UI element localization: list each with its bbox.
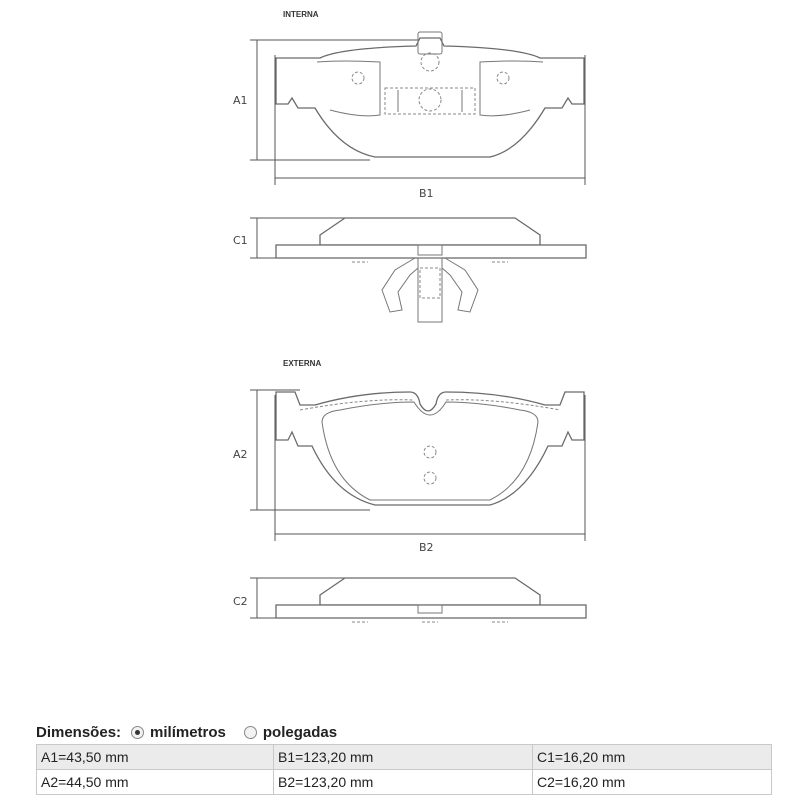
table-cell: A1=43,50 mm <box>37 745 274 770</box>
table-cell: C2=16,20 mm <box>533 770 772 795</box>
pad-interna-side <box>276 218 586 322</box>
table-cell: B2=123,20 mm <box>274 770 533 795</box>
pad-externa-side <box>276 578 586 622</box>
dimension-label-c1: C1 <box>233 234 248 247</box>
dimension-label-a2: A2 <box>233 448 248 461</box>
table-row <box>37 770 772 795</box>
view-label-interna: INTERNA <box>283 10 319 19</box>
dimensions-title: Dimensões: <box>36 723 122 741</box>
pad-interna-face <box>276 32 584 157</box>
dimension-label-c2: C2 <box>233 595 248 608</box>
radio-inches[interactable] <box>244 726 257 739</box>
dimensions-header <box>36 720 772 744</box>
unit-option-label: milímetros <box>150 723 226 741</box>
table-cell: B1=123,20 mm <box>274 745 533 770</box>
table-cell: C1=16,20 mm <box>533 745 772 770</box>
dimensions-table <box>36 744 772 795</box>
table-cell: A2=44,50 mm <box>37 770 274 795</box>
radio-millimeters[interactable] <box>131 726 144 739</box>
dimension-label-a1: A1 <box>233 94 248 107</box>
dimensions-panel <box>36 720 772 795</box>
unit-option-inches[interactable] <box>244 724 337 741</box>
dimension-label-b1: B1 <box>419 187 434 200</box>
unit-option-millimeters[interactable] <box>131 724 226 741</box>
view-label-externa: EXTERNA <box>283 359 322 368</box>
pad-externa-face <box>276 392 584 505</box>
unit-option-label: polegadas <box>262 723 338 741</box>
table-row <box>37 745 772 770</box>
dimension-label-b2: B2 <box>419 541 434 554</box>
